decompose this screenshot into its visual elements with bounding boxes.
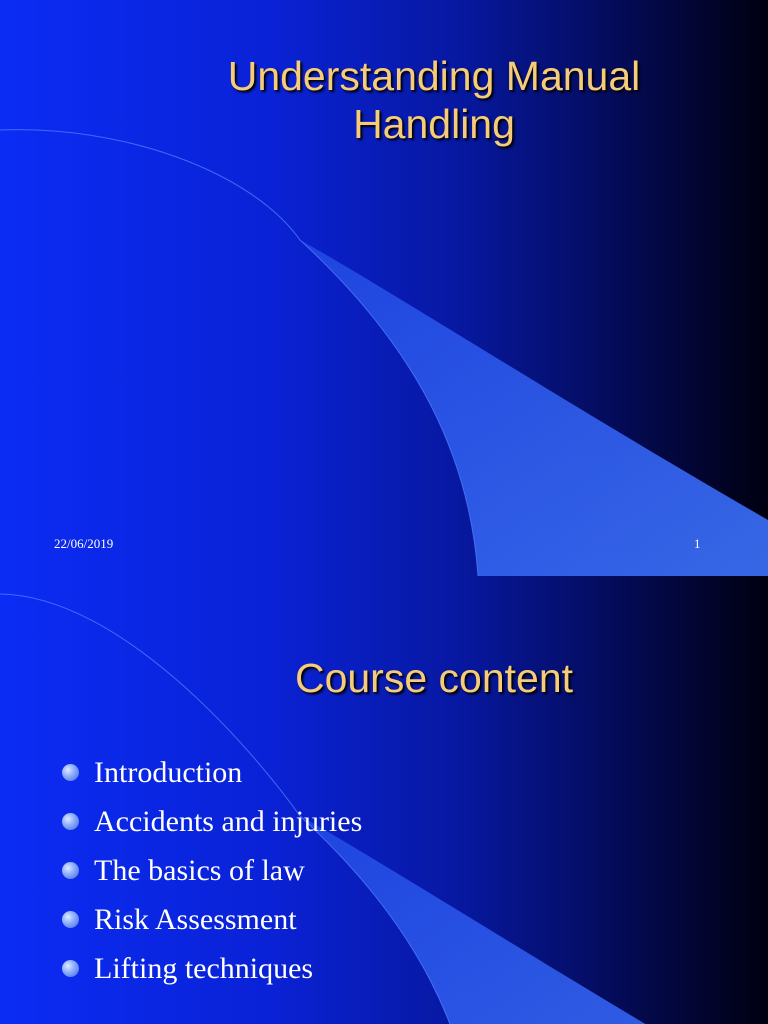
bullet-text: Introduction xyxy=(94,755,243,789)
bullet-item xyxy=(62,797,362,846)
bullet-text: Accidents and injuries xyxy=(94,804,363,838)
slide-title xyxy=(120,52,748,149)
bullet-icon xyxy=(62,862,79,879)
slide-number: 1 xyxy=(694,536,701,551)
slide-2 xyxy=(0,576,768,1024)
title-line-1: Understanding Manual xyxy=(227,53,641,99)
slide-date: 22/06/2019 xyxy=(54,536,114,551)
title-line-2: Handling xyxy=(353,101,515,148)
bullet-item xyxy=(62,895,362,944)
bullet-text: Risk Assessment xyxy=(94,902,297,936)
bullet-icon xyxy=(62,911,79,928)
bullet-icon xyxy=(62,813,79,830)
bullet-icon xyxy=(62,764,79,781)
bullet-item xyxy=(62,748,362,797)
bullet-item xyxy=(62,944,362,993)
bullet-text: The basics of law xyxy=(94,853,305,887)
bullet-item xyxy=(62,846,362,895)
bullet-list xyxy=(62,748,362,993)
slide-title: Course content xyxy=(294,655,574,701)
bullet-text: Lifting techniques xyxy=(94,951,314,985)
bullet-icon xyxy=(62,960,79,977)
